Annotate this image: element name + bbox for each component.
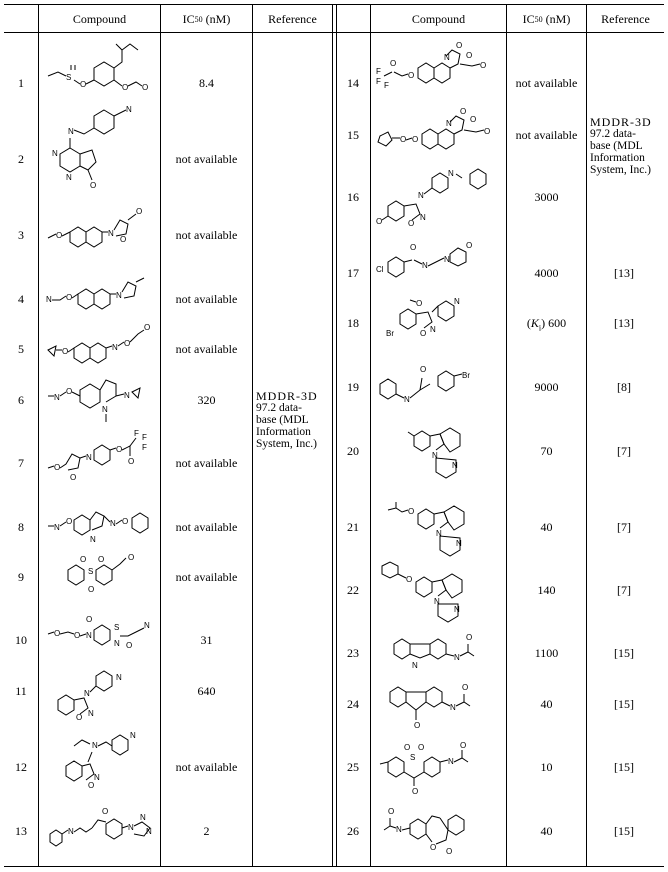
svg-text:O: O — [400, 135, 407, 144]
svg-text:O: O — [102, 807, 109, 816]
reference-value: [15] — [614, 824, 634, 838]
structure-compound-4 — [44, 272, 156, 323]
svg-text:S: S — [88, 567, 94, 576]
structure-compound-3 — [44, 202, 156, 259]
structure-compound-20 — [374, 418, 504, 501]
db-line: 97.2 data- — [256, 402, 302, 414]
svg-text:N: N — [84, 689, 90, 698]
svg-text:O: O — [376, 217, 383, 226]
row-number: 19 — [347, 380, 359, 394]
structure-compound-25 — [374, 740, 504, 803]
ic50-subscript: 50 — [194, 14, 203, 24]
svg-text:O: O — [66, 517, 73, 526]
ic50-value: not available — [175, 292, 238, 306]
svg-text:O: O — [460, 107, 467, 116]
svg-text:N: N — [112, 343, 118, 352]
svg-text:O: O — [128, 553, 135, 562]
database-note-right — [590, 116, 662, 176]
svg-text:O: O — [116, 445, 123, 454]
svg-text:N: N — [124, 391, 130, 400]
row-number: 8 — [18, 520, 24, 534]
ic50-value: 2 — [203, 824, 210, 838]
svg-text:O: O — [124, 339, 131, 348]
ic50-value: 9000 — [534, 380, 559, 394]
svg-text:O: O — [408, 507, 415, 516]
db-line: Information — [590, 152, 645, 164]
structure-compound-2 — [44, 104, 156, 205]
col-rule — [586, 4, 587, 866]
svg-text:N: N — [140, 813, 146, 822]
svg-text:O: O — [74, 631, 81, 640]
svg-text:N: N — [66, 173, 72, 182]
ic50-value: 1100 — [534, 646, 559, 660]
ic50-value: 31 — [200, 633, 213, 647]
col-rule — [252, 4, 253, 866]
svg-text:O: O — [418, 743, 425, 752]
structure-compound-19 — [374, 354, 504, 423]
svg-text:N: N — [110, 519, 116, 528]
svg-text:Cl: Cl — [376, 265, 384, 274]
ki-value: ) 600 — [541, 316, 567, 330]
col-rule — [38, 4, 39, 866]
svg-text:O: O — [88, 585, 95, 594]
reference-value: [13] — [614, 266, 634, 280]
compound-table — [4, 4, 664, 866]
ic50-value: 40 — [540, 697, 553, 711]
svg-text:S: S — [66, 73, 72, 82]
structure-compound-13 — [44, 804, 156, 867]
ic50-value: not available — [175, 520, 238, 534]
row-number: 13 — [15, 824, 27, 838]
ic50-value: not available — [175, 760, 238, 774]
row-number: 26 — [347, 824, 359, 838]
svg-text:N: N — [412, 661, 418, 670]
ic50-value: not available — [515, 128, 578, 142]
svg-text:O: O — [80, 555, 87, 564]
ic50-value-ki — [507, 316, 586, 332]
ic50-value: 640 — [197, 684, 216, 698]
svg-text:O: O — [66, 293, 73, 302]
ki-subscript: i — [538, 323, 542, 333]
row-number: 24 — [347, 697, 359, 711]
structure-compound-22 — [374, 560, 504, 635]
row-number: 2 — [18, 152, 24, 166]
ic50-label: IC — [522, 11, 535, 26]
db-line: System, Inc.) — [590, 164, 652, 176]
ic50-unit: (nM) — [202, 11, 231, 26]
svg-text:Br: Br — [462, 371, 470, 380]
svg-text:N: N — [454, 653, 460, 662]
ic50-label: IC — [182, 11, 195, 26]
row-number: 7 — [18, 456, 24, 470]
svg-text:N: N — [116, 291, 122, 300]
row-number: 20 — [347, 444, 359, 458]
svg-text:O: O — [414, 721, 421, 730]
svg-text:N: N — [90, 535, 96, 544]
reference-value: [7] — [617, 520, 631, 534]
col-rule — [370, 4, 371, 866]
structure-compound-14 — [374, 38, 504, 107]
row-number: 11 — [15, 684, 27, 698]
svg-text:N: N — [432, 451, 438, 460]
svg-text:N: N — [144, 621, 150, 630]
svg-text:N: N — [116, 673, 122, 682]
svg-text:N: N — [94, 773, 100, 782]
svg-text:O: O — [90, 181, 97, 190]
col-rule — [160, 4, 161, 866]
svg-text:O: O — [420, 329, 427, 338]
svg-text:N: N — [434, 597, 440, 606]
ic50-value: not available — [175, 570, 238, 584]
row-number: 23 — [347, 646, 359, 660]
db-line: 97.2 data- — [590, 128, 636, 140]
svg-text:O: O — [136, 207, 143, 216]
structure-compound-5 — [44, 324, 156, 369]
header-compound-right: Compound — [411, 11, 466, 26]
ic50-value: not available — [175, 456, 238, 470]
col-rule — [332, 4, 333, 866]
row-number: 22 — [347, 583, 359, 597]
row-number: 9 — [18, 570, 24, 584]
svg-text:O: O — [446, 847, 453, 856]
svg-text:N: N — [88, 709, 94, 718]
row-number: 5 — [18, 342, 24, 356]
db-line: MDDR-3D — [256, 389, 318, 403]
ic50-value: 70 — [540, 444, 553, 458]
svg-text:O: O — [56, 231, 63, 240]
reference-value: [15] — [614, 646, 634, 660]
ic50-subscript: 50 — [534, 14, 543, 24]
svg-text:O: O — [388, 807, 395, 816]
ic50-value: not available — [515, 76, 578, 90]
structure-compound-12 — [44, 726, 156, 807]
svg-text:N: N — [126, 105, 132, 114]
structure-compound-10 — [44, 612, 156, 667]
svg-text:O: O — [88, 781, 95, 790]
structure-compound-6 — [44, 370, 156, 431]
reference-value: [7] — [617, 583, 631, 597]
database-note-left — [256, 390, 328, 450]
svg-text:N: N — [450, 703, 456, 712]
svg-text:O: O — [466, 241, 473, 250]
structure-compound-16 — [374, 164, 504, 235]
row-number: 4 — [18, 292, 24, 306]
row-number: 10 — [15, 633, 27, 647]
svg-text:N: N — [86, 453, 92, 462]
structure-compound-23 — [374, 632, 504, 681]
svg-text:O: O — [462, 683, 469, 692]
reference-value: [8] — [617, 380, 631, 394]
svg-text:O: O — [76, 713, 83, 722]
svg-text:O: O — [412, 135, 419, 144]
structure-compound-18 — [374, 290, 504, 351]
svg-text:N: N — [396, 825, 402, 834]
row-number: 18 — [347, 316, 359, 330]
ic50-value: not available — [175, 228, 238, 242]
svg-text:O: O — [126, 641, 133, 650]
svg-text:N: N — [436, 529, 442, 538]
header-reference-left: Reference — [268, 11, 317, 26]
reference-value: [13] — [614, 316, 634, 330]
svg-text:N: N — [448, 757, 454, 766]
svg-text:Br: Br — [386, 329, 394, 338]
svg-text:N: N — [454, 605, 460, 614]
svg-text:F: F — [134, 429, 139, 438]
svg-text:N: N — [92, 741, 98, 750]
svg-text:N: N — [46, 295, 52, 304]
ki-paren: ( — [526, 316, 531, 330]
svg-text:N: N — [446, 119, 452, 128]
svg-text:O: O — [480, 61, 487, 70]
svg-text:O: O — [412, 787, 419, 796]
svg-text:N: N — [146, 827, 152, 836]
svg-text:N: N — [68, 827, 74, 836]
ic50-value: 140 — [537, 583, 556, 597]
svg-text:O: O — [460, 741, 467, 750]
svg-text:O: O — [420, 365, 427, 374]
db-line: base (MDL — [590, 140, 643, 152]
structure-compound-9 — [44, 552, 156, 607]
ic50-value: 3000 — [534, 190, 559, 204]
svg-text:O: O — [404, 743, 411, 752]
db-line: MDDR-3D — [590, 115, 652, 129]
reference-value: [15] — [614, 697, 634, 711]
structure-compound-15 — [374, 106, 504, 167]
ic50-value: 4000 — [534, 266, 559, 280]
col-rule — [336, 4, 337, 866]
ic50-value: 10 — [540, 760, 553, 774]
structure-compound-17 — [374, 234, 504, 291]
row-number: 21 — [347, 520, 359, 534]
svg-text:O: O — [122, 517, 129, 526]
svg-text:N: N — [430, 325, 436, 334]
svg-text:O: O — [406, 575, 413, 584]
svg-text:O: O — [390, 59, 397, 68]
row-number: 6 — [18, 393, 24, 407]
svg-text:F: F — [376, 77, 381, 86]
row-number: 25 — [347, 760, 359, 774]
svg-text:S: S — [114, 623, 120, 632]
svg-text:O: O — [54, 629, 61, 638]
svg-text:N: N — [420, 213, 426, 222]
ic50-value: 40 — [540, 824, 553, 838]
svg-text:N: N — [448, 169, 454, 178]
svg-text:N: N — [454, 297, 460, 306]
structure-compound-1 — [44, 40, 156, 107]
reference-value: [7] — [617, 444, 631, 458]
svg-text:O: O — [142, 83, 149, 92]
header-ic50-right — [507, 8, 586, 30]
top-rule — [4, 4, 664, 5]
db-line: base (MDL — [256, 414, 309, 426]
svg-text:N: N — [130, 731, 136, 740]
svg-text:N: N — [86, 631, 92, 640]
structure-compound-8 — [44, 504, 156, 555]
svg-text:O: O — [66, 387, 73, 396]
row-number: 15 — [347, 128, 359, 142]
svg-text:O: O — [128, 457, 135, 466]
row-number: 1 — [18, 76, 24, 90]
structure-compound-26 — [374, 802, 504, 867]
svg-text:O: O — [122, 83, 129, 92]
structure-compound-7 — [44, 429, 156, 505]
header-rule — [4, 32, 664, 33]
svg-text:O: O — [484, 127, 491, 136]
svg-text:O: O — [470, 115, 477, 124]
svg-text:O: O — [430, 843, 437, 852]
svg-text:N: N — [54, 523, 60, 532]
svg-text:N: N — [418, 191, 424, 200]
svg-text:N: N — [114, 639, 120, 648]
ic50-value: 8.4 — [199, 76, 214, 90]
svg-text:O: O — [120, 235, 127, 244]
db-line: System, Inc.) — [256, 438, 318, 450]
svg-text:N: N — [108, 229, 114, 238]
header-ic50-left — [161, 8, 252, 30]
header-reference-right: Reference — [601, 11, 650, 26]
header-compound-left: Compound — [72, 11, 127, 26]
reference-value: [15] — [614, 760, 634, 774]
ic50-value: 40 — [540, 520, 553, 534]
svg-text:O: O — [408, 219, 415, 228]
svg-text:O: O — [54, 463, 61, 472]
svg-text:N: N — [456, 539, 462, 548]
svg-text:N: N — [404, 395, 410, 404]
svg-text:O: O — [456, 41, 463, 50]
svg-text:O: O — [144, 323, 151, 332]
ic50-value: 320 — [197, 393, 216, 407]
svg-text:O: O — [416, 299, 423, 308]
svg-text:O: O — [98, 555, 105, 564]
ki-letter: K — [530, 316, 539, 330]
row-number: 14 — [347, 76, 359, 90]
svg-text:N: N — [54, 393, 60, 402]
svg-text:N: N — [128, 823, 134, 832]
svg-text:N: N — [452, 461, 458, 470]
ic50-value: not available — [175, 152, 238, 166]
svg-text:F: F — [142, 433, 147, 442]
svg-text:N: N — [102, 405, 108, 414]
structure-compound-11 — [44, 668, 156, 729]
structure-compound-24 — [374, 680, 504, 741]
svg-text:O: O — [466, 633, 473, 642]
svg-text:N: N — [422, 261, 428, 270]
svg-text:O: O — [466, 51, 473, 60]
row-number: 12 — [15, 760, 27, 774]
row-number: 17 — [347, 266, 359, 280]
db-line: Information — [256, 426, 311, 438]
svg-text:N: N — [52, 149, 58, 158]
svg-text:O: O — [70, 473, 77, 482]
svg-text:O: O — [410, 243, 417, 252]
svg-text:F: F — [142, 443, 147, 452]
svg-text:N: N — [68, 127, 74, 136]
svg-text:O: O — [80, 80, 87, 89]
row-number: 3 — [18, 228, 24, 242]
svg-text:F: F — [384, 81, 389, 90]
ic50-unit: (nM) — [542, 11, 571, 26]
svg-text:O: O — [86, 615, 93, 624]
svg-text:N: N — [444, 255, 450, 264]
svg-text:O: O — [408, 71, 415, 80]
svg-text:O: O — [62, 347, 69, 356]
svg-text:S: S — [410, 753, 416, 762]
svg-text:F: F — [376, 67, 381, 76]
ic50-value: not available — [175, 342, 238, 356]
row-number: 16 — [347, 190, 359, 204]
svg-text:N: N — [444, 53, 450, 62]
